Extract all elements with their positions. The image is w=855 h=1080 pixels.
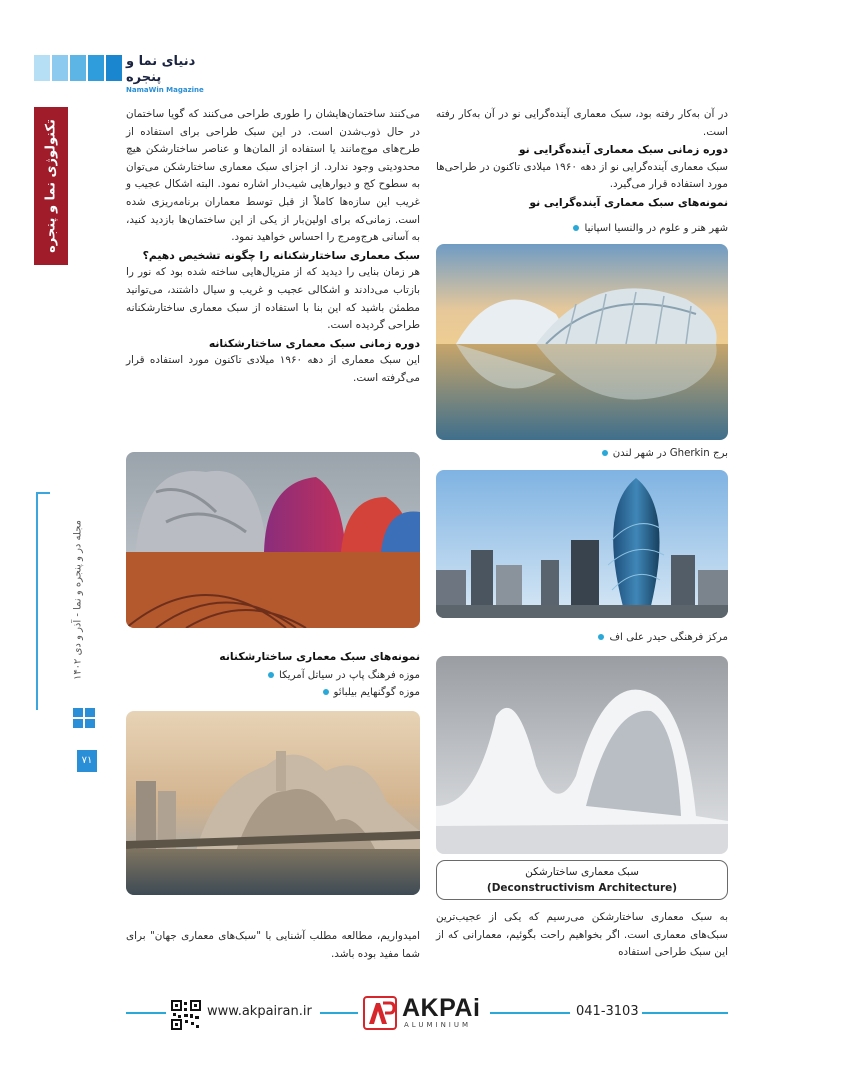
bullet-heydar-aliyev: مرکز فرهنگی حیدر علی اف	[598, 632, 728, 643]
left-examples-block	[126, 648, 420, 666]
window-icon	[73, 708, 97, 730]
footer-rule-left	[126, 1012, 166, 1014]
photo-guggenheim	[126, 711, 420, 895]
magazine-issue-line: مجله در و پنجره و نما - آذر و دی ۱۴۰۲	[72, 519, 84, 681]
right-paragraph-2: به سبک معماری ساختارشکن می‌رسیم که یکی از عجیب‌ترین سبک‌های معماری است. اگر بخواهیم راحت بگوئیم، معمارانی که از این سبک طراحی استفاده	[436, 911, 728, 959]
right-intro-block	[436, 106, 728, 212]
phone-number[interactable]: 041-3103	[576, 1004, 639, 1019]
section-tab	[34, 107, 68, 265]
footer-rule-mid-left	[320, 1012, 358, 1014]
photo-valencia	[436, 244, 728, 440]
left-paragraph-4: امیدواریم، مطالعه مطلب آشنایی با "سبک‌های معماری جهان" برای شما مفید بوده باشد.	[126, 930, 420, 960]
photo-heydar-aliyev	[436, 656, 728, 854]
right-intro: در آن به‌کار رفته بود، سبک معماری آینده‌گرایی نو در آن به‌کار رفته است.	[436, 108, 728, 138]
bullet-guggenheim: موزه گوگنهایم بیلبائو	[323, 687, 420, 698]
left-heading-2: دوره زمانی سبک معماری ساختارشکنانه	[208, 336, 420, 350]
akpa-logo-icon	[363, 996, 397, 1030]
section-title: تکنولوژی نما و پنجره	[43, 119, 59, 253]
photo-pop-culture-museum	[126, 452, 420, 628]
brand-subtitle: ALUMINIUM	[404, 1021, 472, 1029]
right-heading-2: نمونه‌های سبک معماری آینده‌گرایی نو	[529, 195, 728, 209]
qr-code-icon	[171, 1000, 201, 1030]
bullet-gherkin: برج Gherkin در شهر لندن	[602, 448, 728, 459]
photo-gherkin	[436, 470, 728, 618]
caption-fa: سبک معماری ساختارشکن	[525, 866, 639, 878]
header-color-stripes	[34, 55, 124, 81]
right-heading-1: دوره زمانی سبک معماری آینده‌گرایی نو	[518, 143, 728, 157]
magazine-logo-en: NamaWin Magazine	[126, 86, 204, 94]
bullet-pop-museum: موزه فرهنگ پاپ در سیاتل آمریکا	[268, 670, 420, 681]
side-rule-top	[36, 492, 50, 494]
left-heading-3: نمونه‌های سبک معماری ساختارشکنانه	[219, 650, 420, 663]
left-closing-block	[126, 928, 420, 963]
caption-box	[436, 860, 728, 900]
left-heading-1: سبک معماری ساختارشکنانه را چگونه تشخیص دهیم؟	[142, 248, 420, 262]
left-text-block	[126, 106, 420, 388]
footer-rule-right	[642, 1012, 728, 1014]
left-paragraph-1: می‌کنند ساختمان‌هایشان را طوری طراحی می‌کنند که گویا ساختمان در حال ذوب‌شدن است. در این سبک طراحی برای استفاده از طرح‌های موج‌مانند یا استفاده از المان‌ها و عناصر ساختارشکن هیچ محدودیتی وجود ندارد. از اجزای سبک معماری ساختارشکن می‌توان به سطوح کج و دیوارهایی شیب‌دار اشاره نمود. البته اشکال عجیب و غریب این سازه‌ها کاملاً از قبل توسط معماران برنامه‌ریزی شده است. زمانی‌که برای اولین‌بار از یکی از این ساختمان‌ها بازدید کنید، به آسانی هرج‌ومرج را احساس خواهید نمود.	[126, 108, 420, 244]
magazine-logo	[126, 54, 216, 94]
bullet-valencia: شهر هنر و علوم در والنسیا اسپانیا	[573, 223, 728, 234]
left-paragraph-2: هر زمان بنایی را دیدید که از متریال‌هایی ساخته شده بود که نور را بازتاب می‌دادند و اشکالی عجیب و غریب و سیال داشتند، می‌توانید مطمئن باشید که این بنا با استفاده از سبک معماری ساختارشکنانه طراحی گردیده است.	[126, 266, 420, 332]
left-paragraph-3: این سبک معماری از دهه ۱۹۶۰ میلادی تاکنون مورد استفاده قرار می‌گرفته است.	[126, 354, 420, 384]
right-bottom-block	[436, 909, 728, 962]
footer-rule-mid-right	[490, 1012, 570, 1014]
brand-name: AKPAi	[402, 994, 481, 1022]
website-link[interactable]: www.akpairan.ir	[207, 1004, 312, 1019]
magazine-logo-fa: دنیای نما و پنجره	[126, 54, 196, 85]
side-rule	[36, 492, 38, 710]
page-number: ۷۱	[77, 750, 97, 772]
caption-en: (Deconstructivism Architecture)	[486, 882, 678, 894]
right-paragraph-1: سبک معماری آینده‌گرایی نو از دهه ۱۹۶۰ میلادی تاکنون در طراحی‌ها مورد استفاده قرار می‌گیرد.	[436, 160, 728, 191]
